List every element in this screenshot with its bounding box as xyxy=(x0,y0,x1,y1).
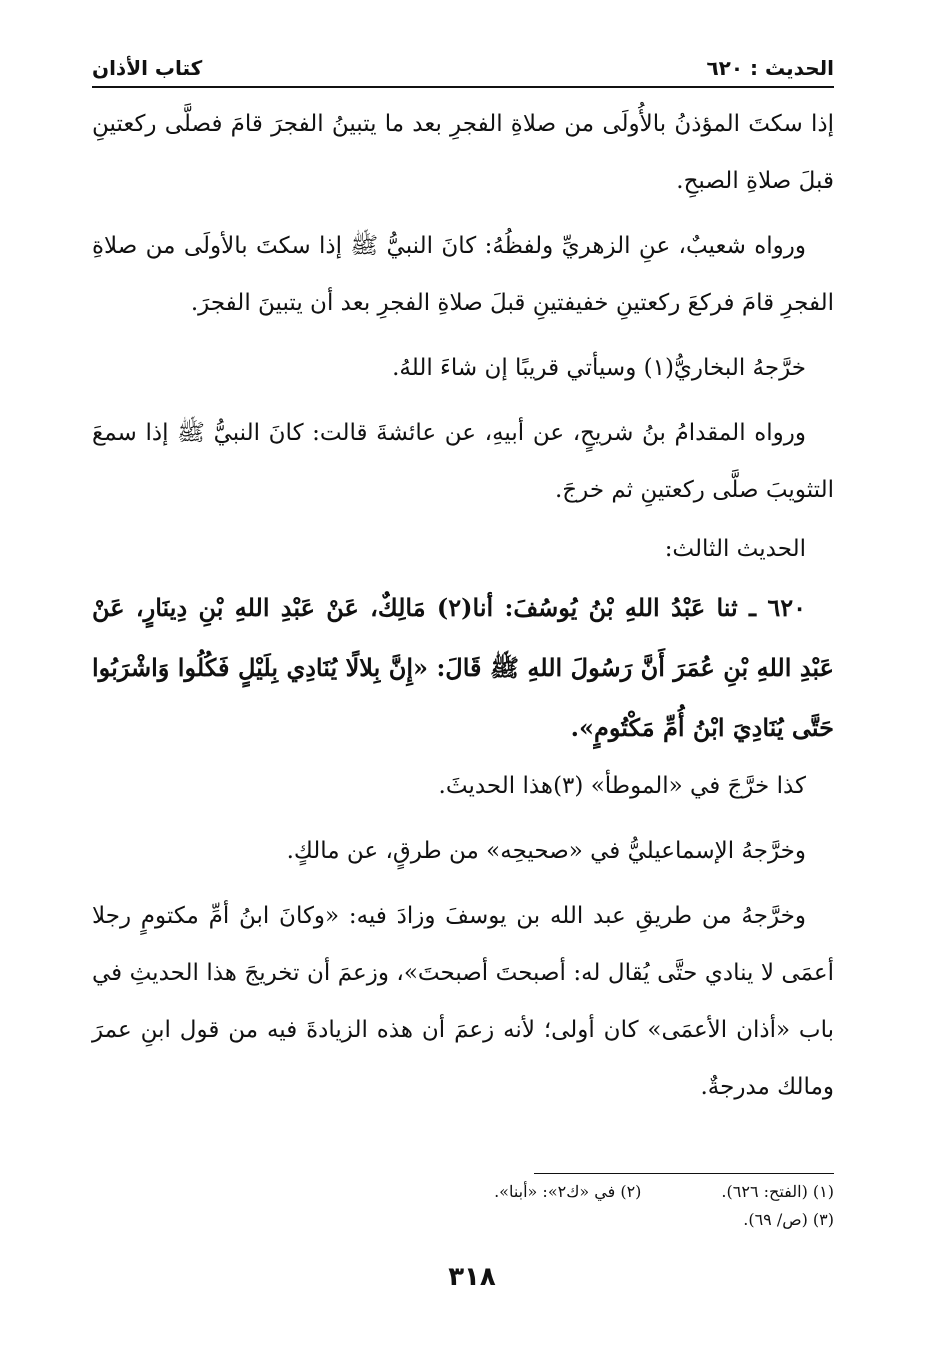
hadith-text: ٦٢٠ ـ ثنا عَبْدُ اللهِ بْنُ يُوسُفَ: أنا(٢) مَالِكٌ، عَنْ عَبْدِ اللهِ بْنِ دِينَارٍ، عَنْ عَبْدِ اللهِ بْنِ عُمَرَ أَنَّ رَسُولَ اللهِ ﷺ قَالَ: «إِنَّ بِلالًا يُنَادِي بِلَيْلٍ فَكُلُوا وَاشْرَبُوا حَتَّى يُنَادِيَ ابْنُ أُمِّ مَكْتُومٍ». xyxy=(92,593,834,742)
footnote-2: (٢) في «ك٢»: «أبنا». xyxy=(494,1182,642,1201)
running-header xyxy=(92,40,834,80)
paragraph: إذا سكتَ المؤذنُ بالأُولَى من صلاةِ الفجرِ بعد ما يتبينُ الفجرَ قامَ فصلَّى ركعتينِ قبلَ صلاةِ الصبحِ. xyxy=(92,111,834,194)
page-number: ٣١٨ xyxy=(448,1262,496,1292)
footnote-1: (١) (الفتح: ٦٢٦). xyxy=(721,1182,834,1201)
paragraph: وخرَّجهُ الإسماعيليُّ في «صحيحِه» من طرقٍ، عن مالكٍ. xyxy=(286,838,806,864)
paragraph: كذا خرَّجَ في «الموطأ» (٣)هذا الحديثَ. xyxy=(438,773,806,799)
header-book-title: كتاب الأذان xyxy=(92,56,203,80)
section-heading: الحديث الثالث: xyxy=(664,536,806,562)
footnote-3: (٣) (ص/ ٦٩). xyxy=(743,1210,834,1229)
paragraph: خرَّجهُ البخاريُّ(١) وسيأتي قريبًا إن شاءَ اللهُ. xyxy=(392,355,806,381)
header-hadith-number: الحديث : ٦٢٠ xyxy=(706,56,834,80)
main-text xyxy=(92,96,834,1116)
paragraph: ورواه المقدامُ بنُ شريحٍ، عن أبيهِ، عن عائشةَ قالت: كانَ النبيُّ ﷺ إذا سمعَ التثويبَ صلَّى ركعتينِ ثم خرجَ. xyxy=(92,420,834,503)
paragraph: وخرَّجهُ من طريقِ عبد الله بن يوسفَ وزادَ فيه: «وكانَ ابنُ أمِّ مكتومٍ رجلا أعمَى لا ينادي حتَّى يُقال له: أصبحتَ أصبحتَ»، وزعمَ أن تخريجَ هذا الحديثِ في باب «أذان الأعمَى» كان أولى؛ لأنه زعمَ أن هذه الزيادةَ فيه من قول ابنِ عمرَ ومالك مدرجةٌ. xyxy=(92,903,834,1100)
header-divider xyxy=(92,86,834,88)
footnotes xyxy=(92,1178,834,1234)
footnote-divider xyxy=(534,1173,834,1174)
paragraph: ورواه شعيبٌ، عنِ الزهريِّ ولفظُهُ: كانَ النبيُّ ﷺ إذا سكتَ بالأولَى من صلاةِ الفجرِ قامَ فركعَ ركعتينِ خفيفتينِ قبلَ صلاةِ الفجرِ بعد أن يتبينَ الفجرَ. xyxy=(92,233,834,316)
